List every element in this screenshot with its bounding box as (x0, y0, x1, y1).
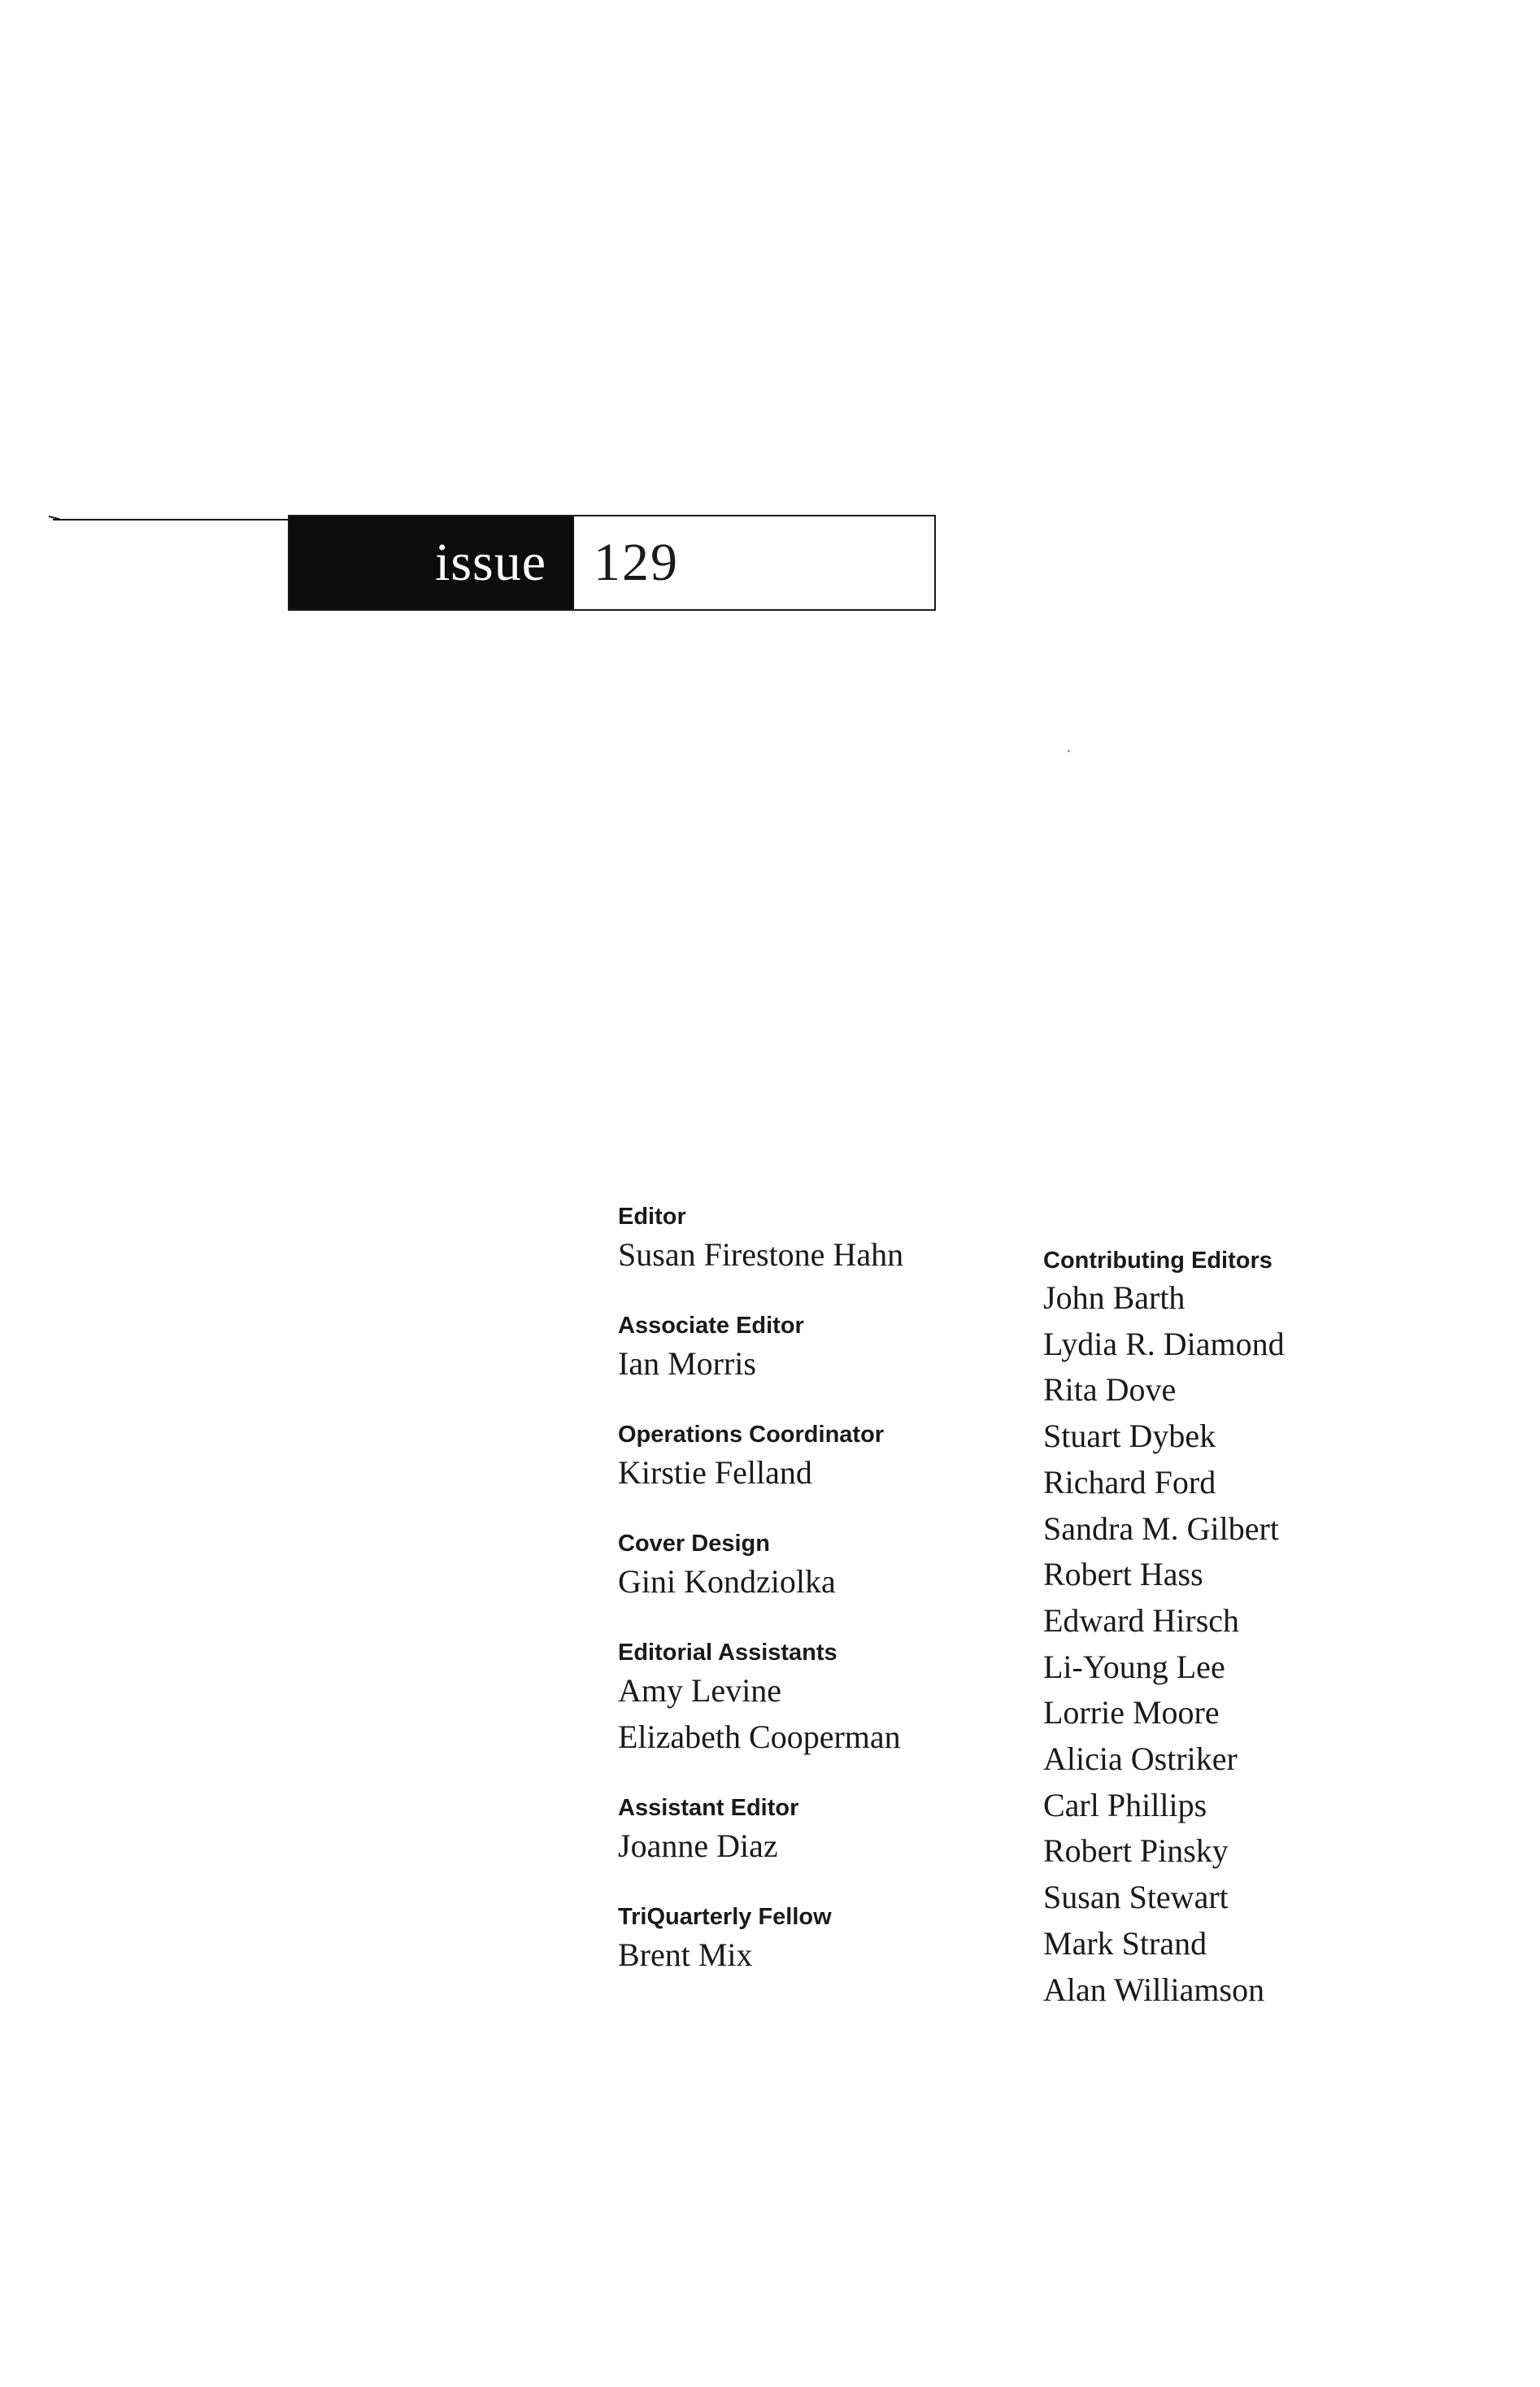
contributing-editor: Alicia Ostriker (1043, 1740, 1238, 1778)
contributing-editor: Mark Strand (1043, 1924, 1207, 1962)
role-title: Editor (618, 1204, 686, 1230)
role-cover-design (618, 1529, 1000, 1605)
role-title: TriQuarterly Fellow (618, 1904, 832, 1930)
role-editor (618, 1202, 1000, 1278)
contributing-editor: Li-Young Lee (1043, 1648, 1225, 1685)
role-associate-editor (618, 1311, 1000, 1387)
role-title: Cover Design (618, 1531, 770, 1557)
role-name: Brent Mix (618, 1936, 753, 1973)
contributing-editors-list (1043, 1275, 1466, 2013)
contributing-editor: Stuart Dybek (1043, 1418, 1216, 1455)
role-name: Elizabeth Cooperman (618, 1718, 901, 1755)
role-name: Gini Kondziolka (618, 1563, 836, 1600)
role-name: Ian Morris (618, 1345, 756, 1382)
contributing-editor: Robert Hass (1043, 1556, 1203, 1593)
contributing-editor: Lorrie Moore (1043, 1694, 1220, 1731)
role-assistant-editor (618, 1793, 1000, 1869)
issue-label: issue (289, 516, 574, 609)
issue-number: 129 (594, 533, 679, 592)
contributing-editor: Carl Phillips (1043, 1786, 1207, 1823)
contributing-editor: Richard Ford (1043, 1463, 1216, 1501)
role-operations-coordinator (618, 1420, 1000, 1496)
contributing-editor: Lydia R. Diamond (1043, 1325, 1285, 1362)
role-name: Susan Firestone Hahn (618, 1236, 904, 1273)
contributing-editor: Susan Stewart (1043, 1879, 1229, 1916)
contributing-editors-column (1043, 1246, 1466, 2013)
print-speck (1068, 750, 1070, 752)
role-title: Editorial Assistants (618, 1640, 837, 1666)
contributing-editor: Sandra M. Gilbert (1043, 1509, 1279, 1547)
contributing-editors-title: Contributing Editors (1043, 1248, 1272, 1274)
role-editorial-assistants (618, 1638, 1000, 1760)
contributing-editor: Robert Pinsky (1043, 1832, 1229, 1870)
role-name: Kirstie Felland (618, 1454, 812, 1491)
contributing-editor: Alan Williamson (1043, 1971, 1265, 2008)
role-title: Associate Editor (618, 1313, 804, 1339)
role-title: Assistant Editor (618, 1795, 799, 1821)
header-rule (53, 519, 289, 521)
contributing-editor: Edward Hirsch (1043, 1601, 1240, 1639)
role-triquarterly-fellow (618, 1902, 1000, 1978)
role-name: Amy Levine (618, 1672, 782, 1709)
contributing-editor: Rita Dove (1043, 1371, 1177, 1409)
role-title: Operations Coordinator (618, 1422, 885, 1448)
contributing-editor: John Barth (1043, 1279, 1185, 1316)
issue-banner (288, 515, 936, 611)
masthead-staff-column (618, 1202, 1000, 2011)
role-name: Joanne Diaz (618, 1827, 778, 1864)
